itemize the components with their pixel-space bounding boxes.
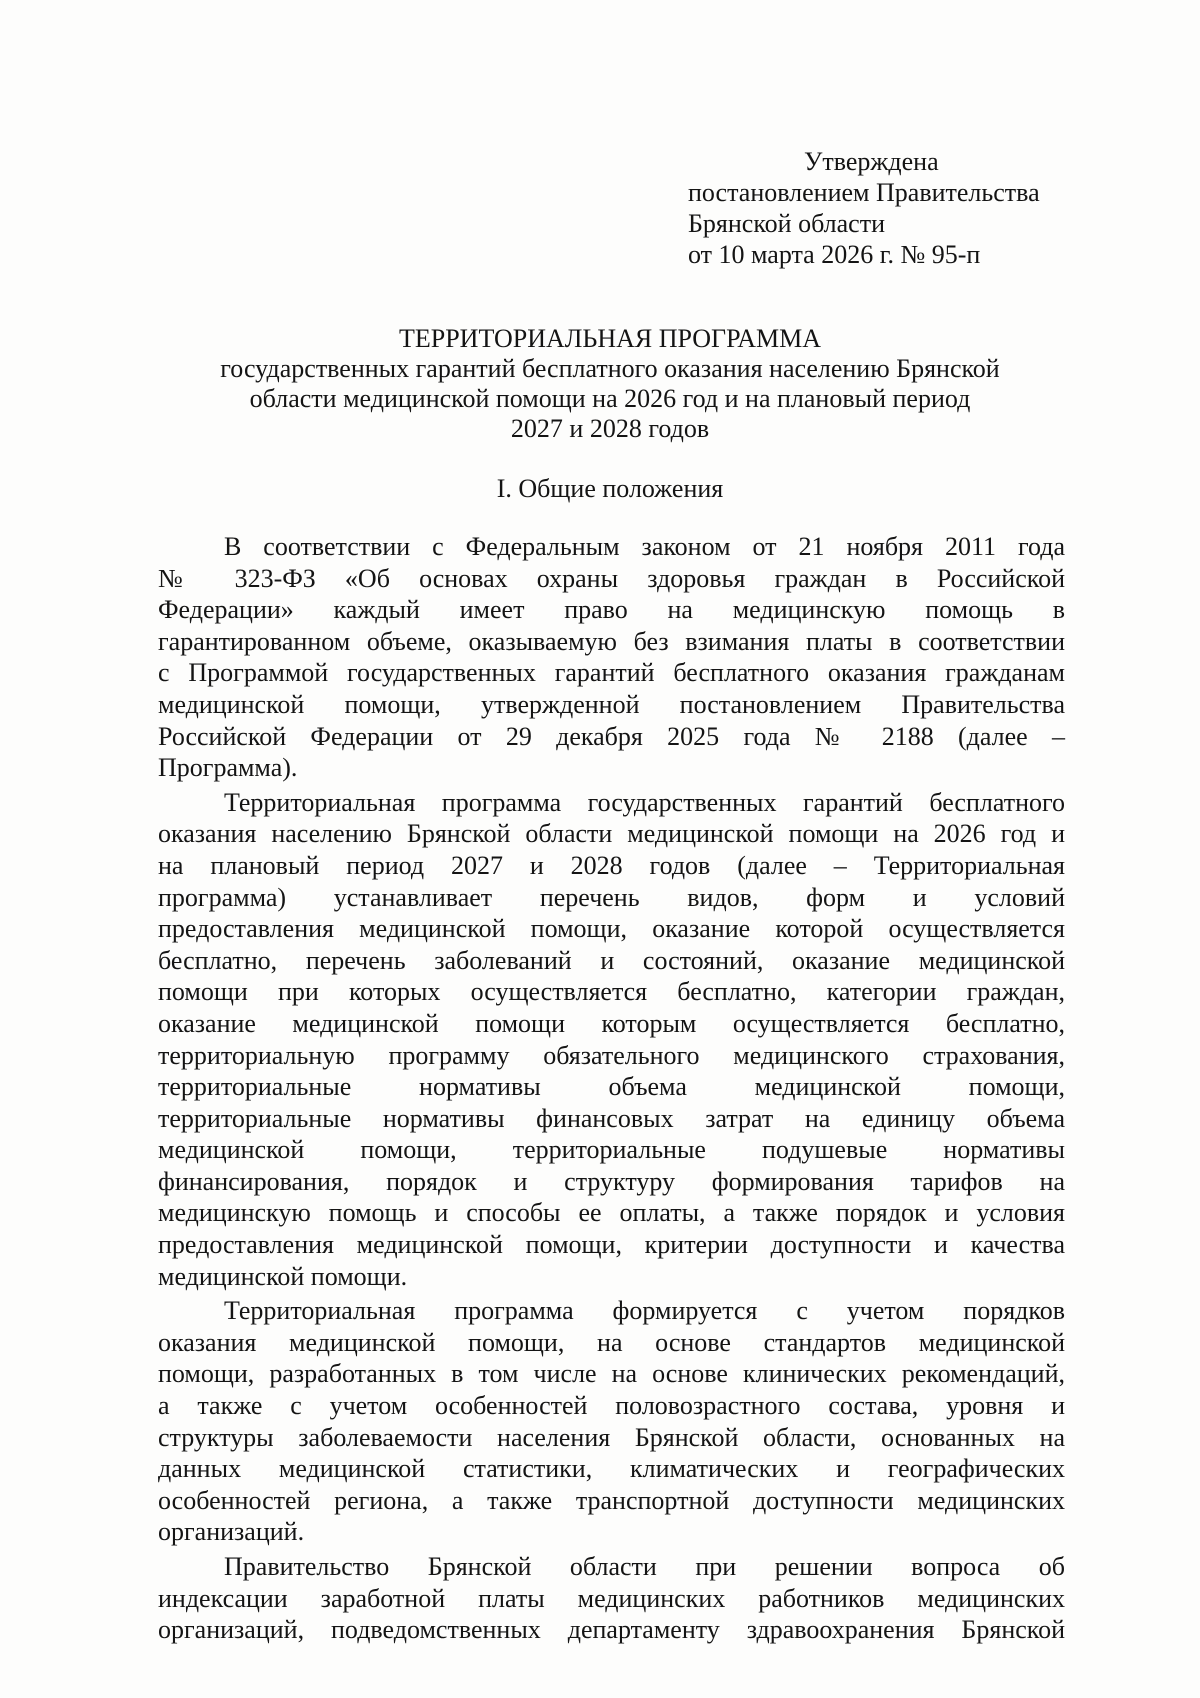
paragraph-line: Российской Федерации от 29 декабря 2025 года № 2188 (далее – bbox=[158, 721, 1065, 751]
paragraph-line: Программа). bbox=[158, 753, 298, 783]
approval-line: постановлением Правительства bbox=[688, 178, 1040, 207]
paragraph-line: организаций, подведомственных департаменту здравоохранения Брянской bbox=[158, 1615, 1065, 1645]
paragraph-line: В соответствии с Федеральным законом от 21 ноября 2011 года bbox=[224, 532, 1065, 561]
paragraph-line: на плановый период 2027 и 2028 годов (далее – Территориальная bbox=[158, 850, 1065, 880]
paragraph-line: медицинскую помощь и способы ее оплаты, а также порядок и условия bbox=[158, 1198, 1065, 1228]
body-text bbox=[158, 531, 1065, 1646]
paragraph-line: Федерации» каждый имеет право на медицинскую помощь в bbox=[158, 595, 1065, 625]
paragraph-line: программа) устанавливает перечень видов, форм и условий bbox=[158, 882, 1065, 912]
paragraph-line: индексации заработной платы медицинских работников медицинских bbox=[158, 1583, 1065, 1613]
paragraph-line: Территориальная программа государственных гарантий бесплатного bbox=[224, 787, 1065, 817]
paragraph-line: организаций. bbox=[158, 1517, 305, 1547]
paragraph-line: с Программой государственных гарантий бесплатного оказания гражданам bbox=[158, 658, 1065, 688]
paragraph-line: оказание медицинской помощи которым осуществляется бесплатно, bbox=[158, 1008, 1065, 1038]
title-line: ТЕРРИТОРИАЛЬНАЯ ПРОГРАММА bbox=[398, 324, 822, 353]
paragraph-line: медицинской помощи. bbox=[158, 1261, 408, 1291]
approval-line: Утверждена bbox=[804, 147, 939, 176]
paragraph-line: финансирования, порядок и структуру формирования тарифов на bbox=[158, 1166, 1065, 1196]
paragraph-line: оказания медицинской помощи, на основе стандартов медицинской bbox=[158, 1327, 1065, 1357]
title-line: государственных гарантий бесплатного оказания населению Брянской bbox=[220, 354, 1000, 383]
title-line: области медицинской помощи на 2026 год и на плановый период bbox=[249, 384, 971, 413]
paragraph-line: медицинской помощи, утвержденной постановлением Правительства bbox=[158, 689, 1065, 719]
paragraph-line: Территориальная программа формируется с учетом порядков bbox=[224, 1296, 1065, 1326]
paragraph-line: а также с учетом особенностей половозрастного состава, уровня и bbox=[158, 1391, 1065, 1421]
paragraph bbox=[158, 1295, 1065, 1548]
approval-stamp bbox=[688, 146, 1108, 270]
paragraph-line: № 323-ФЗ «Об основах охраны здоровья граждан в Российской bbox=[158, 563, 1065, 593]
paragraph-line: данных медицинской статистики, климатических и географических bbox=[158, 1454, 1065, 1484]
paragraph bbox=[158, 531, 1065, 784]
paragraph-line: Правительство Брянской области при решении вопроса об bbox=[224, 1552, 1065, 1581]
title-line: 2027 и 2028 годов bbox=[510, 414, 710, 443]
paragraph-line: гарантированном объеме, оказываемую без взимания платы в соответствии bbox=[158, 626, 1065, 656]
section-heading: I. Общие положения bbox=[496, 474, 724, 503]
paragraph-line: особенностей региона, а также транспортной доступности медицинских bbox=[158, 1485, 1065, 1515]
paragraph-line: предоставления медицинской помощи, критерии доступности и качества bbox=[158, 1230, 1065, 1260]
approval-line: Брянской области bbox=[688, 209, 885, 238]
document-title bbox=[150, 324, 1070, 444]
paragraph-line: территориальные нормативы объема медицинской помощи, bbox=[158, 1072, 1065, 1102]
paragraph-line: территориальные нормативы финансовых затрат на единицу объема bbox=[158, 1103, 1065, 1133]
paragraph-line: медицинской помощи, территориальные подушевые нормативы bbox=[158, 1135, 1065, 1165]
paragraph-line: структуры заболеваемости населения Брянской области, основанных на bbox=[158, 1422, 1065, 1452]
paragraph bbox=[158, 1551, 1065, 1646]
paragraph-line: помощи при которых осуществляется бесплатно, категории граждан, bbox=[158, 977, 1065, 1007]
paragraph-line: бесплатно, перечень заболеваний и состояний, оказание медицинской bbox=[158, 945, 1065, 975]
paragraph-line: территориальную программу обязательного медицинского страхования, bbox=[158, 1040, 1065, 1070]
paragraph bbox=[158, 787, 1065, 1293]
approval-date-line: от 10 марта 2026 г. № 95-п bbox=[688, 240, 981, 269]
paragraph-line: оказания населению Брянской области медицинской помощи на 2026 год и bbox=[158, 819, 1065, 849]
paragraph-line: помощи, разработанных в том числе на основе клинических рекомендаций, bbox=[158, 1359, 1065, 1389]
paragraph-line: предоставления медицинской помощи, оказание которой осуществляется bbox=[158, 914, 1065, 944]
